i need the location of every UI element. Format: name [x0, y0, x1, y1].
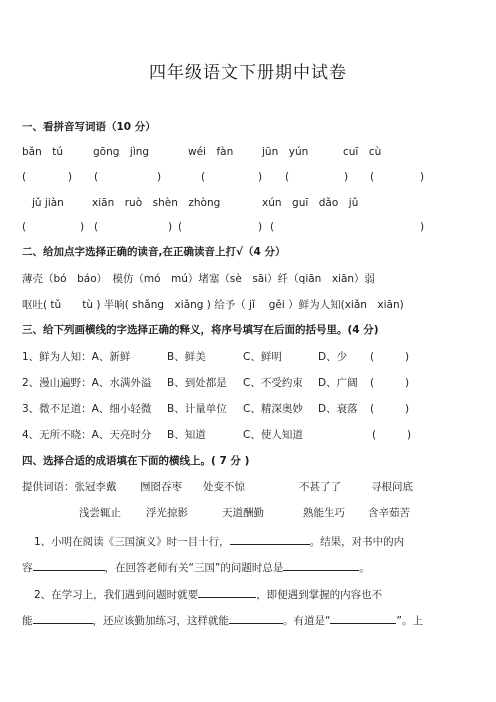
pinyin-item: cuī cù [343, 146, 382, 158]
pinyin-item: xiān ruò shèn zhòng [92, 197, 221, 209]
pinyin-item: bǎn tú [22, 146, 64, 158]
section-3-heading: 三、给下列画横线的字选择正确的释义，将序号填写在后面的括号里。(4 分) [22, 324, 379, 336]
section-2-line-2: 呕吐( tǔ tù ) 半晌( shǎng xiǎng ) 给予（ jǐ gěi ）鲜为人知(xiǎn xiān) [22, 299, 404, 311]
q2-line-1: 2、在学习上，我们遇到问题时就要 ，即便遇到掌握的内容也不 [34, 586, 382, 602]
pinyin-item: xún guī dǎo jǔ [262, 197, 359, 209]
section-2-line-1: 薄壳（bó báo） 模仿（mó mú）堵塞（sè sāi）纤（qiān xiān）弱 [22, 273, 376, 285]
exam-page: 四年级语文下册期中试卷 一、看拼音写词语（10 分） bǎn tú gōng jìng wéi fàn jūn yún cuī cù ( ) ( ) ( ) ( ) ( ) jǔ jiàn xiān ruò shèn zhòng xún guī dǎo jǔ ( ) ( ) ( ) ( ) 二、给加点字选择正确的读音,在正确读音上打√（4 分） 薄壳（bó báo） 模仿（mó mú）堵塞（sè sāi）纤（qiān xiān）弱 呕吐( tǔ tù ) 半晌( shǎng xiǎng ) 给予（ jǐ gěi ）鲜为人知(xiǎn xiān) 三、给下列画横线的字选择正确的释义，将序号填写在后面的括号里。(4 分) 1、鲜为人知：A、新鲜 B、鲜美 C、鲜明 D、少 ( ) 2、漫山遍野：A、水满外溢 B、到处都是 C、不受约束 D、广阔 ( ) 3、微不足道：A、细小轻微 B、计量单位 C、精深奥妙 D、衰落 ( ) 4、无所不晓：A、天亮时分 B、知道 C、使人知道 ( ) 四、选择合适的成语填在下面的横线上。( 7 分 ) 提供词语：张冠李戴 囫囵吞枣 处变不惊 不甚了了 寻根问底 浅尝辄止 浮光掠影 天道酬勤 熟能生巧 含辛茹苦 1、小明在阅读《三国演义》时一目十行， 。结果，对书中的内 容 ，在回答老师有关“三国”的问题时总是 。 2、在学习上，我们遇到问题时就要 ，即便遇到掌握的内容也不 能 ，还应该勤加练习，这样就能 。有道是“ ”。上 [0, 0, 496, 702]
pinyin-item: jǔ jiàn [32, 197, 64, 209]
pinyin-item: jūn yún [262, 146, 309, 158]
exam-title: 四年级语文下册期中试卷 [149, 63, 347, 83]
answer-blank[interactable] [283, 559, 359, 571]
q1-line-1: 1、小明在阅读《三国演义》时一目十行， 。结果，对书中的内 [34, 533, 404, 549]
answer-blank[interactable] [33, 559, 105, 571]
section-1-heading: 一、看拼音写词语（10 分） [22, 121, 156, 133]
pinyin-item: wéi fàn [188, 146, 234, 158]
answer-blank[interactable] [33, 612, 93, 624]
answer-blank[interactable] [330, 612, 396, 624]
section-4-heading: 四、选择合适的成语填在下面的横线上。( 7 分 ) [22, 455, 250, 467]
pinyin-item: gōng jìng [93, 146, 150, 158]
answer-blank[interactable] [230, 533, 310, 545]
section-2-heading: 二、给加点字选择正确的读音,在正确读音上打√（4 分） [22, 246, 286, 258]
q1-line-2: 容 ，在回答老师有关“三国”的问题时总是 。 [22, 559, 370, 575]
answer-blank[interactable] [198, 586, 256, 598]
answer-blank[interactable] [229, 612, 283, 624]
q2-line-2: 能 ，还应该勤加练习，这样就能 。有道是“ ”。上 [22, 612, 423, 628]
